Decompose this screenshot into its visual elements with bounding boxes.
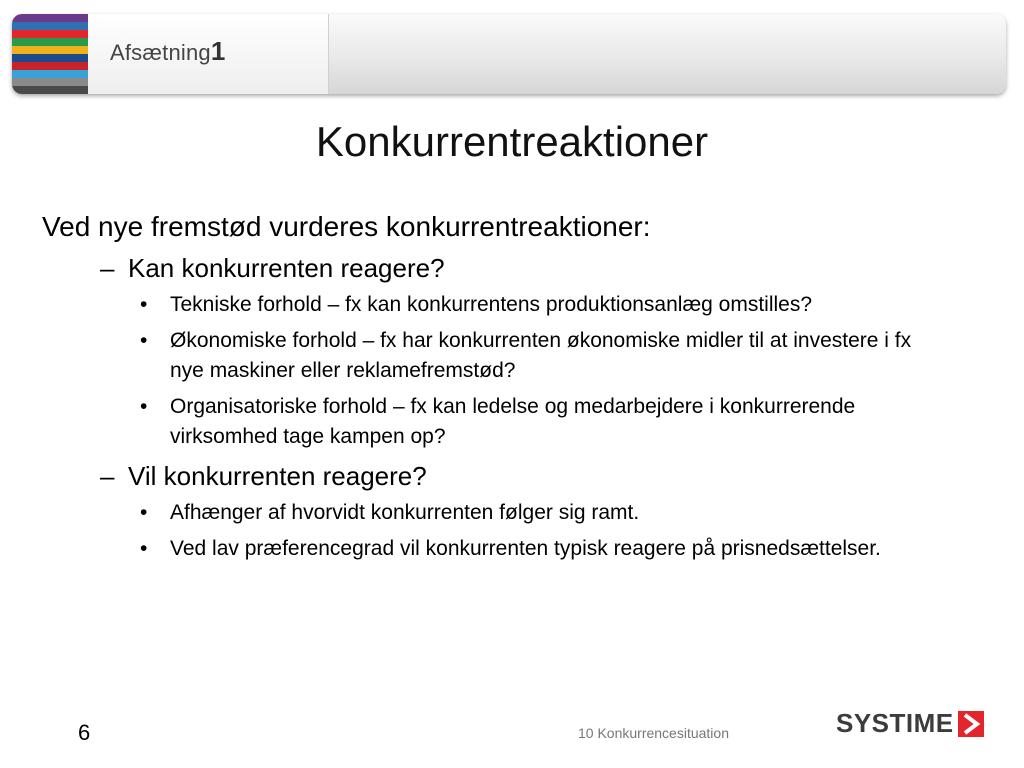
arrow-icon: [958, 711, 984, 737]
bullet-marker: •: [140, 537, 148, 560]
bullet-marker: •: [140, 501, 148, 524]
slide-content: [42, 208, 942, 570]
color-stripe: [12, 54, 88, 62]
section-heading: [100, 250, 942, 286]
bullet-text: Afhænger af hvorvidt konkurrenten følger sig ramt.: [170, 501, 640, 524]
color-stripe: [12, 46, 88, 54]
brand-number: 1: [210, 36, 226, 66]
page-number: 6: [78, 720, 91, 745]
bullet-marker: •: [140, 395, 148, 418]
bullet-marker: •: [140, 329, 148, 352]
color-stripes: [12, 14, 88, 94]
bullet-text: Ved lav præferencegrad vil konkurrenten typisk reagere på prisnedsættelser.: [170, 537, 881, 560]
bullet-item: [140, 290, 920, 320]
logo-text: SYSTIME: [836, 708, 954, 738]
color-stripe: [12, 38, 88, 46]
brand-text: Afsætning: [110, 40, 211, 65]
dash-marker: –: [100, 253, 115, 283]
bullet-marker: •: [140, 293, 148, 316]
section-heading-text: Vil konkurrenten reagere?: [128, 461, 427, 491]
color-stripe: [12, 78, 88, 86]
brand-logo: [110, 36, 226, 67]
bullet-text: Organisatoriske forhold – fx kan ledelse og medarbejdere i konkurrerende virksomhed tage kampen op?: [170, 395, 856, 448]
color-stripe: [12, 14, 88, 22]
bullet-text: Økonomiske forhold – fx har konkurrenten økonomiske midler til at investere i fx nye maskiner eller reklamefremstød?: [170, 329, 912, 382]
bullet-text: Tekniske forhold – fx kan konkurrentens produktionsanlæg omstilles?: [170, 293, 813, 316]
section-heading-text: Kan konkurrenten reagere?: [128, 253, 445, 283]
bullet-item: [140, 326, 920, 386]
section-heading: [100, 458, 942, 494]
chapter-footer: 10 Konkurrencesituation: [578, 725, 729, 741]
bullet-item: [140, 534, 920, 564]
dash-marker: –: [100, 461, 115, 491]
color-stripe: [12, 22, 88, 30]
color-stripe: [12, 62, 88, 70]
bullet-item: [140, 392, 920, 452]
slide-title: Konkurrentreaktioner: [315, 118, 709, 165]
color-stripe: [12, 70, 88, 78]
systime-logo: [836, 708, 984, 739]
color-stripe: [12, 30, 88, 38]
color-stripe: [12, 86, 88, 94]
bullet-item: [140, 498, 920, 528]
intro-text: Ved nye fremstød vurderes konkurrentreaktioner:: [42, 211, 651, 242]
